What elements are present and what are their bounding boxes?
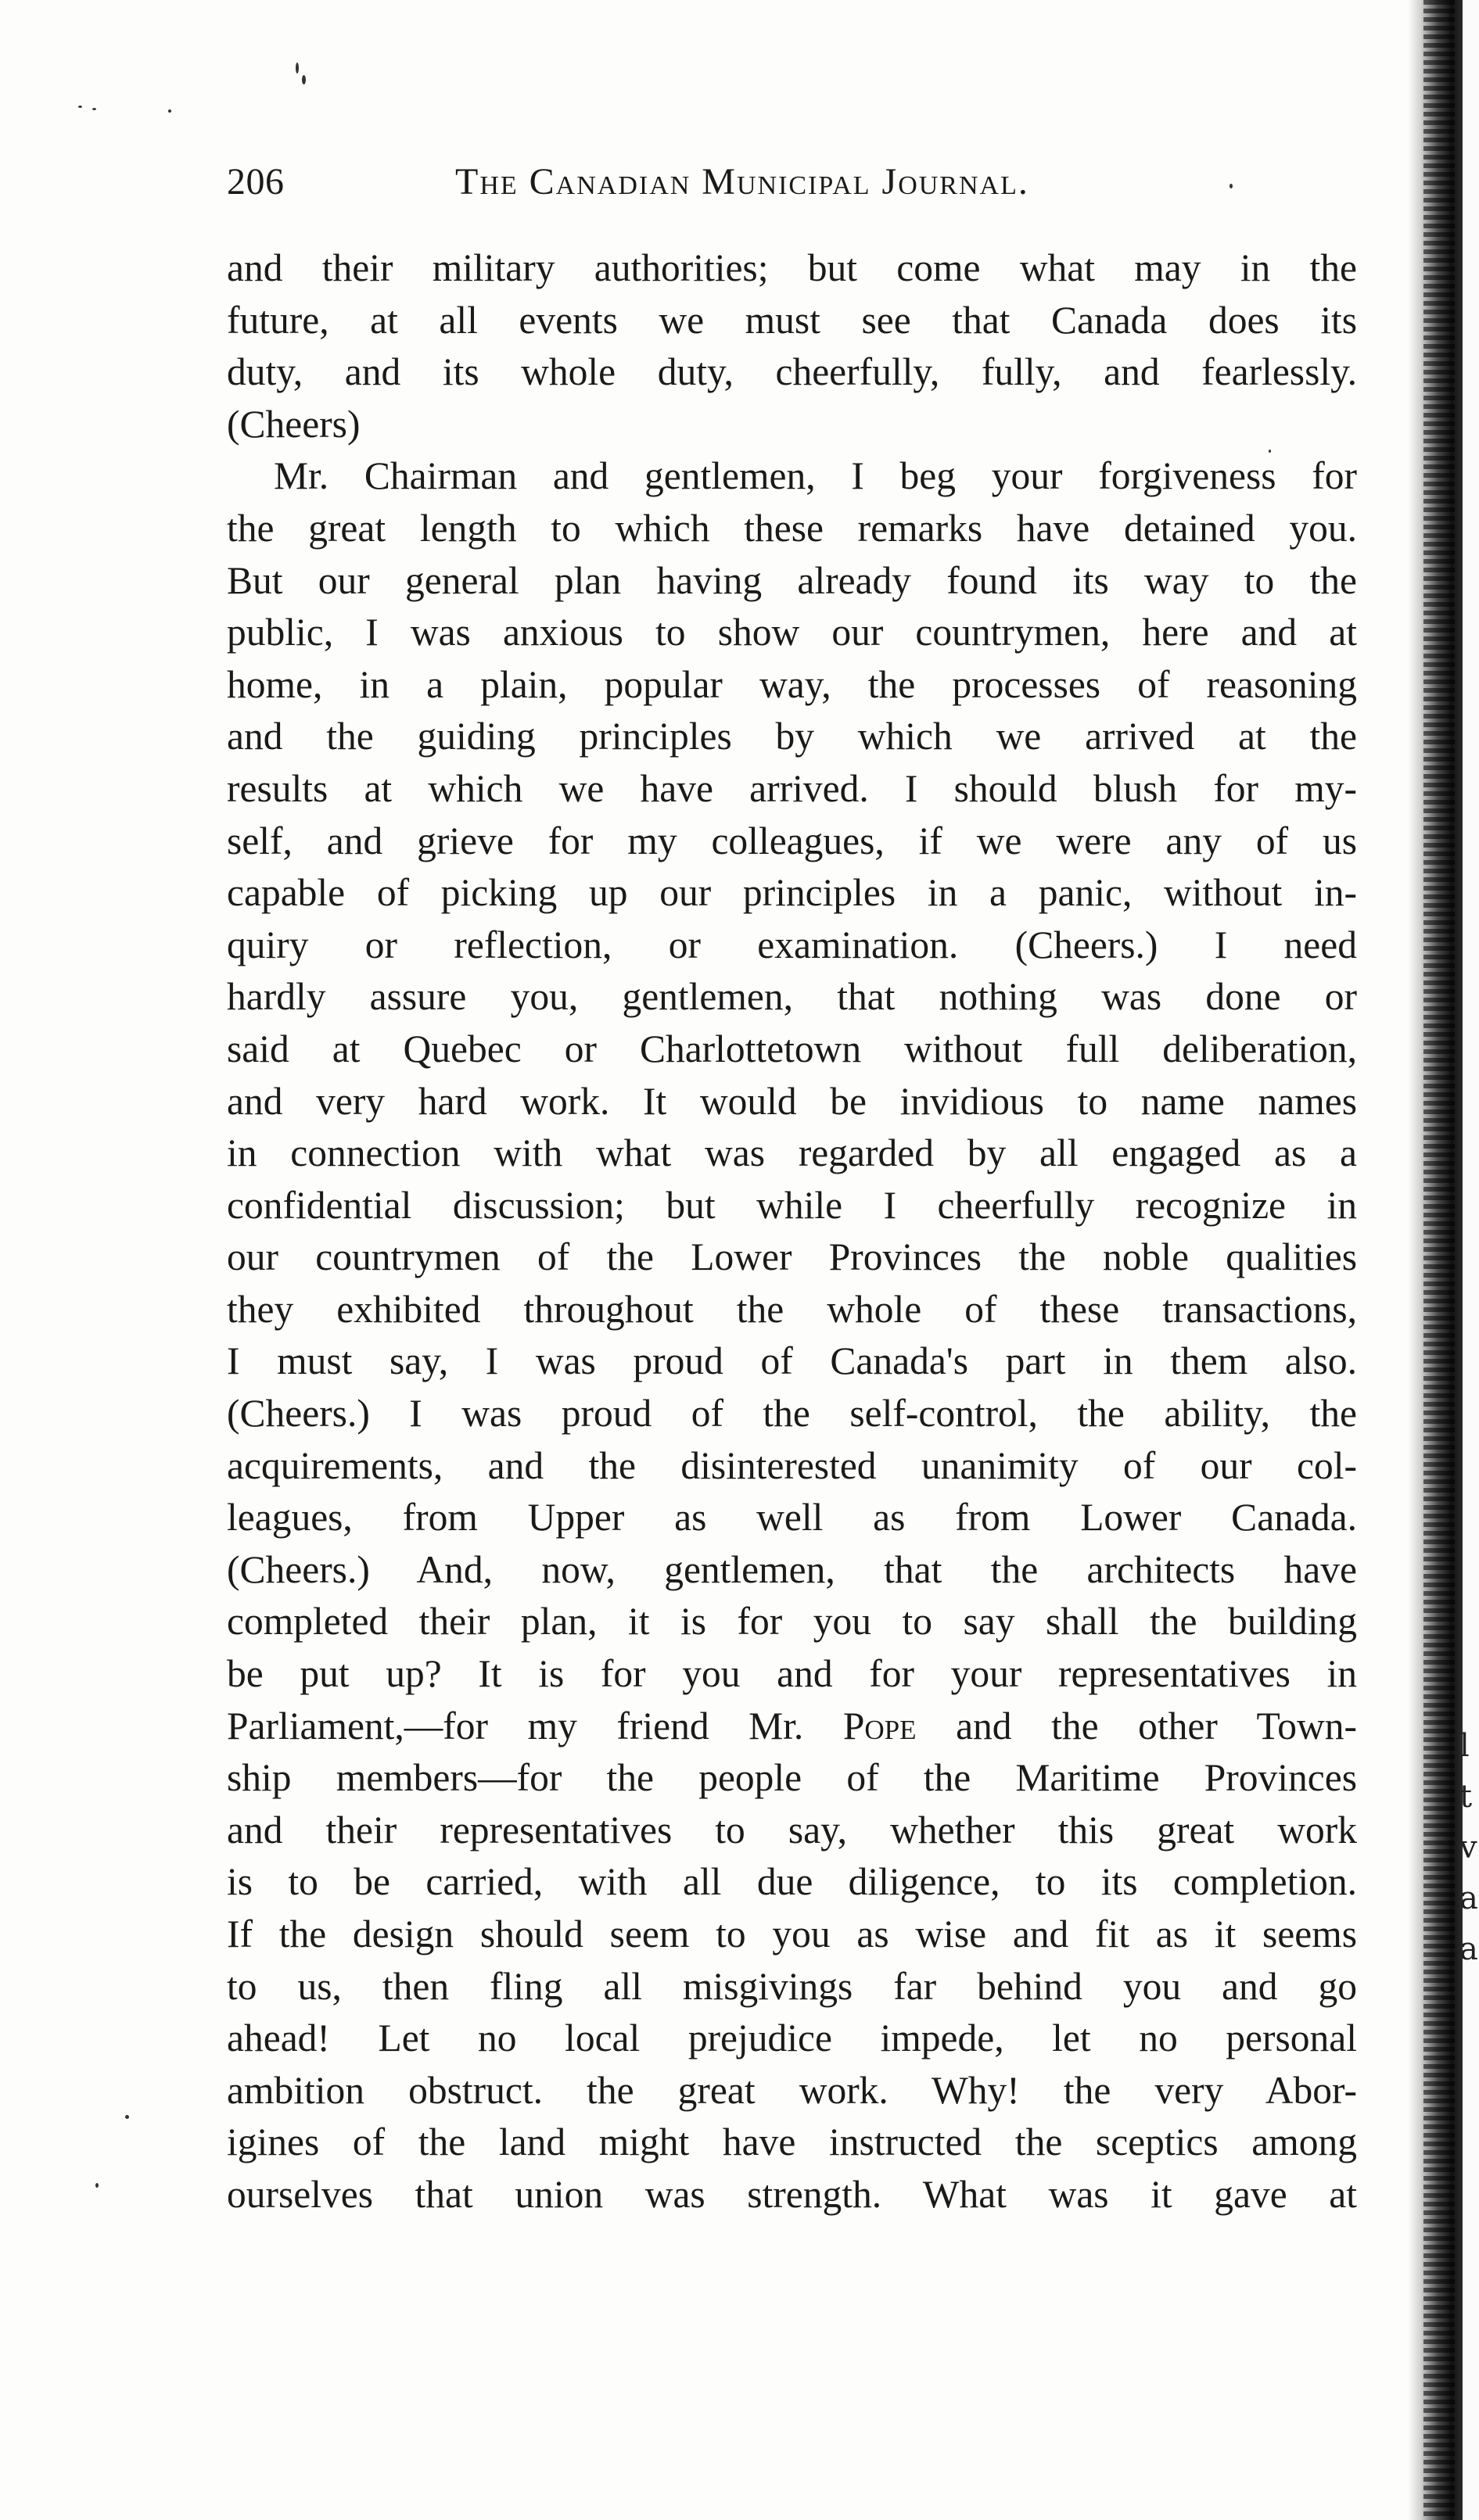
binding-shadow bbox=[1423, 0, 1455, 2520]
page-header bbox=[227, 160, 1369, 207]
text-line: capable of picking up our principles in a panic, without in- bbox=[227, 871, 1357, 915]
text-line: I must say, I was proud of Canada's part in them also. bbox=[227, 1339, 1357, 1383]
text-line: self, and grieve for my colleagues, if we were any of us bbox=[227, 819, 1357, 862]
scan-speck bbox=[125, 2115, 129, 2119]
facing-page-letter: v bbox=[1459, 1830, 1477, 1866]
page-number: 206 bbox=[227, 161, 285, 203]
facing-page-strip bbox=[1463, 0, 1479, 2520]
scan-speck bbox=[302, 75, 306, 84]
text-line: duty, and its whole duty, cheerfully, fully, and fearlessly. bbox=[227, 350, 1357, 394]
text-line: ourselves that union was strength. What was it gave at bbox=[227, 2172, 1357, 2216]
text-line: said at Quebec or Charlottetown without full deliberation, bbox=[227, 1027, 1357, 1070]
facing-page-letter: l bbox=[1459, 1728, 1470, 1764]
text-line: our countrymen of the Lower Provinces the noble qualities bbox=[227, 1235, 1357, 1279]
text-line: results at which we have arrived. I should blush for my- bbox=[227, 766, 1357, 810]
scan-speck bbox=[296, 63, 299, 73]
text-line: be put up? It is for you and for your representatives in bbox=[227, 1652, 1357, 1696]
text-line: and their military authorities; but come what may in the bbox=[227, 246, 1357, 289]
name-small-caps: Pope bbox=[842, 1704, 917, 1748]
text-line: to us, then fling all misgivings far behind you and go bbox=[227, 1964, 1357, 2008]
text-line: quiry or reflection, or examination. (Cheers.) I need bbox=[227, 923, 1357, 966]
running-title: The Canadian Municipal Journal. bbox=[455, 161, 1029, 203]
text-line: leagues, from Upper as well as from Lower Canada. bbox=[227, 1496, 1357, 1540]
facing-page-letter: t bbox=[1459, 1779, 1473, 1815]
text-segment: and the other Town- bbox=[956, 1704, 1357, 1748]
text-line bbox=[227, 1701, 1357, 1753]
text-line: the great length to which these remarks have detained you. bbox=[227, 506, 1357, 550]
text-line: completed their plan, it is for you to say shall the building bbox=[227, 1600, 1357, 1644]
text-line: hardly assure you, gentlemen, that nothing was done or bbox=[227, 975, 1357, 1019]
text-line: If the design should seem to you as wise and fit as it seems bbox=[227, 1912, 1357, 1955]
scan-speck bbox=[92, 108, 96, 110]
text-line: confidential discussion; but while I cheerfully recognize in bbox=[227, 1183, 1357, 1227]
text-line: public, I was anxious to show our countrymen, here and at bbox=[227, 611, 1357, 654]
facing-page-letter: a bbox=[1459, 1931, 1478, 1967]
text-line: (Cheers.) I was proud of the self-control, the ability, the bbox=[227, 1392, 1357, 1436]
text-line: home, in a plain, popular way, the processes of reasoning bbox=[227, 662, 1357, 706]
text-line: But our general plan having already found its way to the bbox=[227, 558, 1357, 602]
text-line: and very hard work. It would be invidious to name names bbox=[227, 1079, 1357, 1123]
text-line: Mr. Chairman and gentlemen, I beg your forgiveness for bbox=[274, 454, 1357, 498]
text-line: ambition obstruct. the great work. Why! the very Abor- bbox=[227, 2068, 1357, 2112]
text-line: and their representatives to say, whether this great work bbox=[227, 1808, 1357, 1851]
scan-speck bbox=[78, 106, 82, 108]
text-segment: Parliament,—for my friend Mr. bbox=[227, 1704, 804, 1748]
text-line: (Cheers) bbox=[227, 402, 361, 446]
facing-page-letter: a bbox=[1459, 1880, 1478, 1916]
text-line: acquirements, and the disinterested unanimity of our col- bbox=[227, 1443, 1357, 1487]
text-line: they exhibited throughout the whole of these transactions, bbox=[227, 1287, 1357, 1331]
scan-speck bbox=[168, 109, 171, 113]
text-line: (Cheers.) And, now, gentlemen, that the architects have bbox=[227, 1547, 1357, 1591]
text-line: and the guiding principles by which we arrived at the bbox=[227, 715, 1357, 758]
text-line: ship members—for the people of the Maritime Provinces bbox=[227, 1756, 1357, 1800]
text-line: is to be carried, with all due diligence, to its completion. bbox=[227, 1860, 1357, 1904]
scan-speck bbox=[95, 2183, 99, 2188]
text-line: future, at all events we must see that Canada does its bbox=[227, 298, 1357, 342]
text-line: igines of the land might have instructed the sceptics among bbox=[227, 2120, 1357, 2164]
text-line: in connection with what was regarded by all engaged as a bbox=[227, 1131, 1357, 1175]
text-line: ahead! Let no local prejudice impede, let no personal bbox=[227, 2016, 1357, 2060]
body-text bbox=[227, 242, 1357, 2221]
